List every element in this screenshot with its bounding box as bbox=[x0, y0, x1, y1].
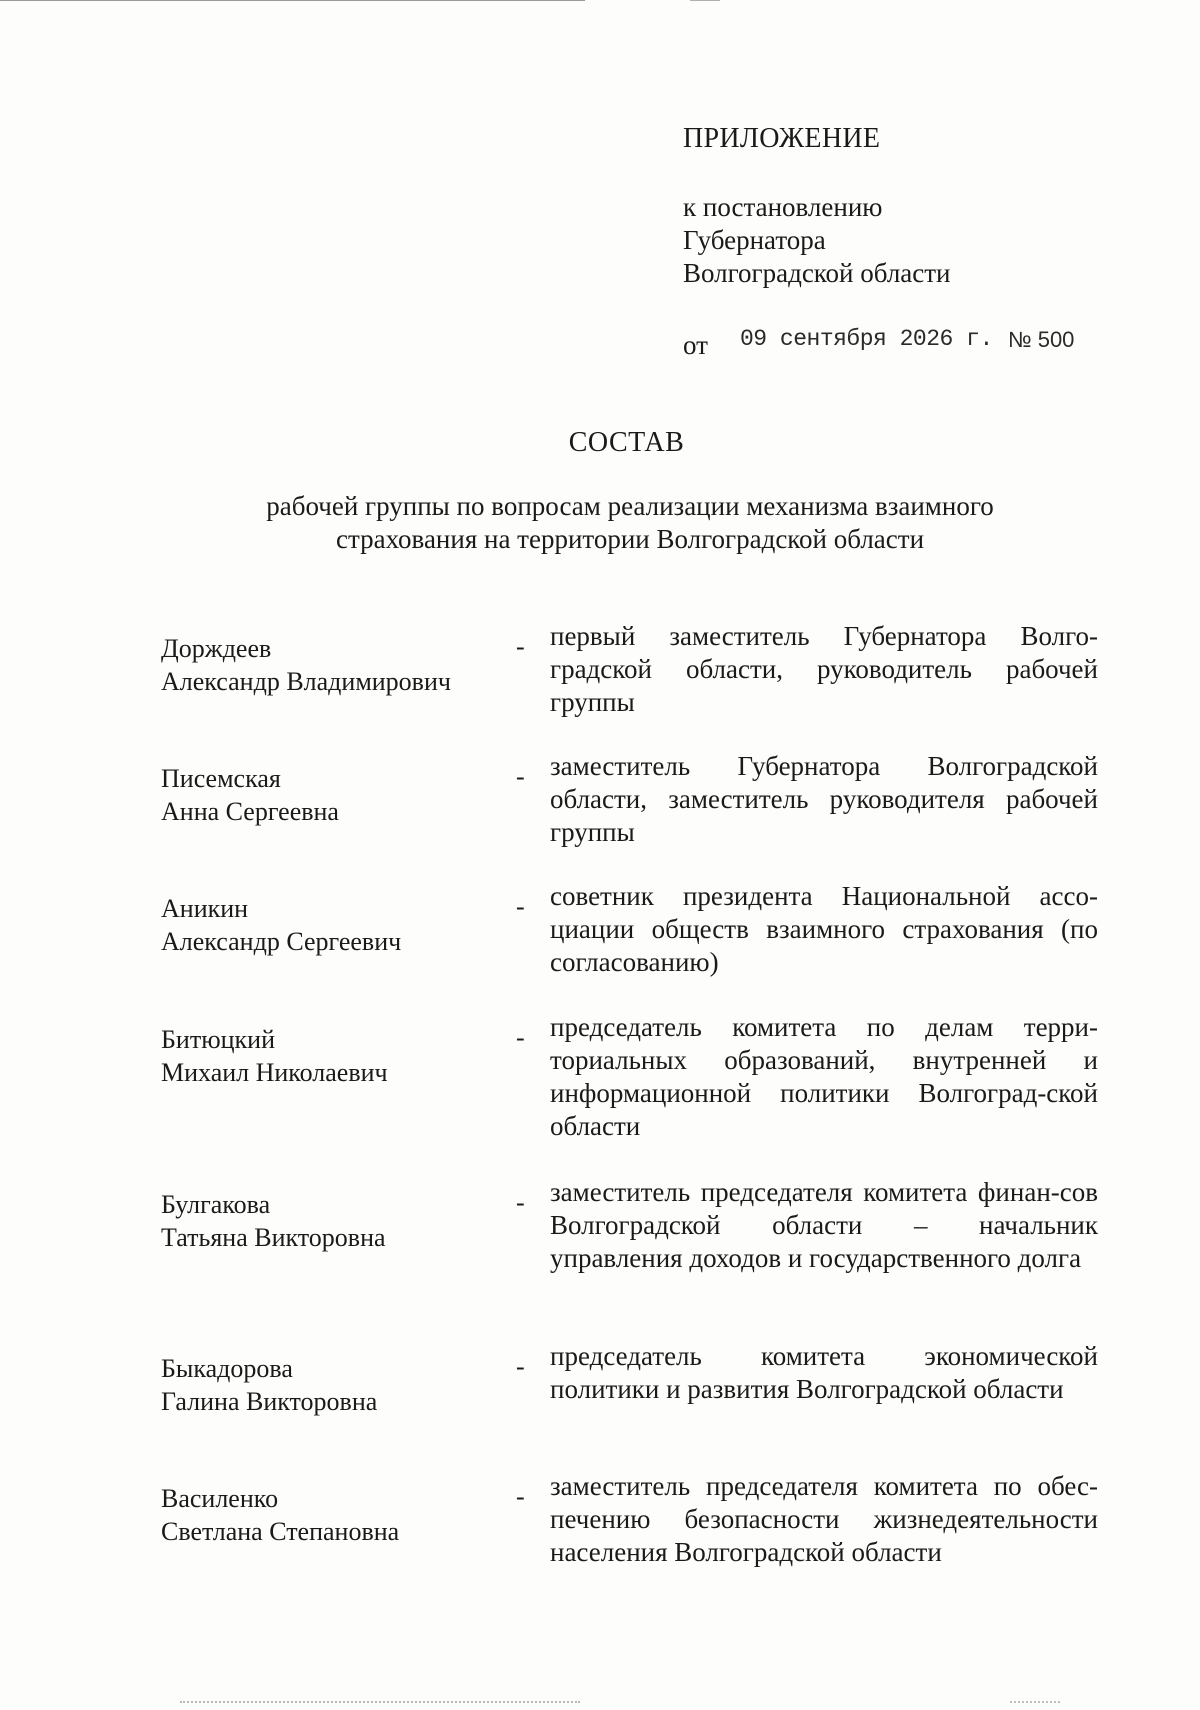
member-given-names: Татьяна Викторовна bbox=[161, 1223, 386, 1252]
member-role: советник президента Национальной ассо-циации обществ взаимного страхования (по согласованию) bbox=[550, 881, 1098, 977]
member-role: председатель комитета по делам терри-ториальных образований, внутренней и информационной политики Волгоград-ской области bbox=[550, 1012, 1098, 1141]
member-surname: Дорждеев bbox=[161, 634, 272, 663]
member-role: заместитель Губернатора Волгоградской области, заместитель руководителя рабочей группы bbox=[550, 751, 1098, 847]
members-list bbox=[161, 620, 1099, 1580]
member-name bbox=[161, 632, 501, 698]
member-surname: Булгакова bbox=[161, 1190, 271, 1219]
appendix-line-governor: Губернатора bbox=[683, 225, 826, 255]
document-title: СОСТАВ bbox=[568, 427, 685, 458]
member-given-names: Светлана Степановна bbox=[161, 1517, 400, 1546]
appendix-line-region: Волгоградской области bbox=[683, 258, 951, 288]
scan-edge-mark bbox=[690, 0, 720, 1]
member-name bbox=[161, 762, 501, 828]
scan-bottom-artifact bbox=[180, 1701, 580, 1703]
member-row bbox=[161, 620, 1099, 750]
member-given-names: Александр Сергеевич bbox=[161, 927, 402, 956]
member-dash: - bbox=[516, 1188, 525, 1217]
appendix-line-decree: к постановлению bbox=[683, 192, 883, 222]
member-role: первый заместитель Губернатора Волго-градской области, руководитель рабочей группы bbox=[550, 621, 1098, 717]
appendix-header bbox=[683, 122, 951, 290]
member-dash: - bbox=[516, 1482, 525, 1511]
member-row bbox=[161, 880, 1099, 1011]
decree-date: 09 сентября 2026 г. bbox=[740, 326, 993, 352]
decree-from-label: от bbox=[683, 330, 708, 360]
appendix-title: ПРИЛОЖЕНИЕ bbox=[683, 123, 881, 154]
document-subtitle-line-1: рабочей группы по вопросам реализации механизма взаимного bbox=[266, 491, 994, 521]
member-given-names: Галина Викторовна bbox=[161, 1387, 378, 1416]
member-surname: Василенко bbox=[161, 1484, 279, 1513]
member-role: заместитель председателя комитета финан-сов Волгоградской области – начальник управления доходов и государственного долга bbox=[550, 1177, 1098, 1273]
scan-bottom-artifact bbox=[1010, 1701, 1060, 1703]
member-row bbox=[161, 1176, 1099, 1340]
scan-edge-line bbox=[0, 0, 585, 1]
member-dash: - bbox=[516, 632, 525, 661]
member-given-names: Анна Сергеевна bbox=[161, 797, 339, 826]
member-role: заместитель председателя комитета по обес-печению безопасности жизнедеятельности населения Волгоградской области bbox=[550, 1471, 1098, 1567]
member-dash: - bbox=[516, 1023, 525, 1052]
member-name bbox=[161, 1352, 501, 1418]
member-surname: Писемская bbox=[161, 764, 281, 793]
member-dash: - bbox=[516, 1352, 525, 1381]
member-name bbox=[161, 892, 501, 958]
member-given-names: Михаил Николаевич bbox=[161, 1058, 388, 1087]
member-row bbox=[161, 750, 1099, 880]
member-surname: Аникин bbox=[161, 894, 249, 923]
member-row bbox=[161, 1011, 1099, 1176]
member-row bbox=[161, 1340, 1099, 1470]
member-name bbox=[161, 1188, 501, 1254]
member-role: председатель комитета экономической политики и развития Волгоградской области bbox=[550, 1341, 1098, 1404]
document-subtitle bbox=[230, 490, 1030, 556]
member-surname: Битюцкий bbox=[161, 1025, 276, 1054]
member-dash: - bbox=[516, 892, 525, 921]
member-row bbox=[161, 1470, 1099, 1580]
member-dash: - bbox=[516, 762, 525, 791]
decree-number: № 500 bbox=[1008, 327, 1075, 352]
document-subtitle-line-2: страхования на территории Волгоградской области bbox=[335, 524, 925, 554]
member-name bbox=[161, 1482, 501, 1548]
member-surname: Быкадорова bbox=[161, 1354, 293, 1383]
member-given-names: Александр Владимирович bbox=[161, 667, 451, 696]
member-name bbox=[161, 1023, 501, 1089]
